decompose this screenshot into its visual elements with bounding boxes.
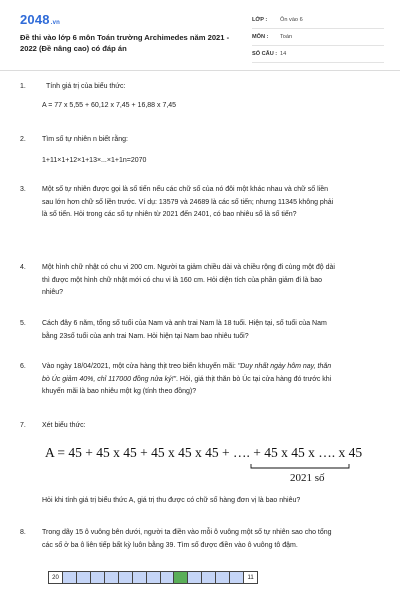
question-number: 4. bbox=[20, 264, 26, 271]
question-number: 8. bbox=[20, 529, 26, 536]
meta-row-subject bbox=[252, 29, 384, 46]
question-prompt: Tìm số tự nhiên n biết rằng: bbox=[42, 136, 129, 143]
grid-cell bbox=[230, 572, 244, 583]
logo-domain-text: .vn bbox=[50, 20, 61, 26]
question-line bbox=[42, 361, 387, 374]
quote-text: bò Úc giảm 40%, chỉ 117000 đồng nửa ký!" bbox=[42, 375, 177, 383]
meta-value-class: Ôn vào 6 bbox=[280, 17, 303, 23]
expression-formula bbox=[45, 445, 365, 487]
formula-expression: A = 45 + 45 x 45 + 45 x 45 x 45 + …. + 45 x 45 x …. x 45 bbox=[45, 445, 363, 460]
question-body bbox=[42, 318, 387, 343]
meta-label-subject: MÔN : bbox=[252, 34, 269, 40]
site-logo[interactable] bbox=[20, 12, 60, 27]
grid-cell: 20 bbox=[49, 572, 63, 583]
question-body bbox=[42, 262, 387, 300]
grid-cell bbox=[202, 572, 216, 583]
question-number: 3. bbox=[20, 186, 26, 193]
grid-cell bbox=[63, 572, 77, 583]
question-line: là số tiến. Hỏi trong các số tự nhiên từ 2021 đến 2401, có bao nhiêu số là số tiến? bbox=[42, 211, 297, 218]
question-number: 5. bbox=[20, 320, 26, 327]
grid-cell-highlighted bbox=[174, 572, 188, 583]
question-line: Một hình chữ nhật có chu vi 200 cm. Người ta giảm chiều dài và chiều rộng đi cùng một độ dài bbox=[42, 264, 335, 271]
question-line: khuyến mãi là bao nhiêu một kg (tính theo đồng)? bbox=[42, 388, 197, 395]
question-line: sau lớn hơn chữ số liền trước. Ví dụ: 13579 và 24689 là các số tiến; nhưng 11345 không phải bbox=[42, 198, 334, 206]
quote-text: "Duy nhất ngày hôm nay, thăn bbox=[237, 363, 332, 370]
grid-cell bbox=[216, 572, 230, 583]
question-line: bằng 23số tuổi của anh trai Nam. Hỏi hiện tại Nam bao nhiêu tuổi? bbox=[42, 332, 249, 340]
question-number: 6. bbox=[20, 363, 26, 370]
meta-row-count bbox=[252, 46, 384, 63]
grid-cell bbox=[188, 572, 202, 583]
grid-cell: 11 bbox=[244, 572, 257, 583]
meta-row-class bbox=[252, 12, 384, 29]
question-body bbox=[42, 184, 387, 222]
question-body bbox=[42, 420, 387, 433]
meta-label-class: LỚP : bbox=[252, 17, 268, 23]
grid-cell bbox=[161, 572, 175, 583]
grid-cell bbox=[105, 572, 119, 583]
grid-cell bbox=[91, 572, 105, 583]
underbrace-icon bbox=[250, 464, 350, 472]
grid-cell bbox=[147, 572, 161, 583]
header bbox=[0, 0, 400, 71]
question-line: nhiêu? bbox=[42, 289, 64, 296]
question-expression: A = 77 x 5,55 + 60,12 x 7,45 + 16,88 x 7,45 bbox=[42, 101, 177, 109]
question-line: thì được một hình chữ nhật mới có chu vi là 160 cm. Hỏi diện tích của phần giảm đi là bao bbox=[42, 276, 323, 284]
question-body bbox=[42, 81, 387, 112]
question-prompt: Tính giá trị của biểu thức: bbox=[46, 83, 126, 90]
question-line: Một số tự nhiên được gọi là số tiến nếu các chữ số của nó đôi một khác nhau và chữ số liền bbox=[42, 186, 328, 193]
meta-value-count: 14 bbox=[280, 51, 287, 57]
number-grid bbox=[48, 571, 258, 584]
question-body bbox=[42, 495, 387, 508]
grid-cell bbox=[119, 572, 133, 583]
question-text: . Hỏi, giá thịt thăn bò Úc tại cửa hàng đó trước khi bbox=[176, 375, 332, 383]
question-prompt: Xét biểu thức: bbox=[42, 422, 86, 429]
grid-cell bbox=[77, 572, 91, 583]
logo-main-text: 2048 bbox=[20, 12, 50, 27]
question-line: các số ở ba ô liên tiếp bất kỳ luôn bằng 39. Tìm số được điền vào ô vuông tô đậm. bbox=[42, 541, 298, 549]
question-body bbox=[42, 134, 387, 167]
question-number: 2. bbox=[20, 136, 26, 143]
question-expression: 1+11×1+12×1+13×...×1+1n=2070 bbox=[42, 156, 147, 164]
formula-count-label: 2021 số bbox=[290, 472, 325, 484]
question-line: Trong dãy 15 ô vuông bên dưới, người ta điền vào mỗi ô vuông một số tự nhiên sao cho tổng bbox=[42, 529, 332, 536]
question-line: Cách đây 6 năm, tổng số tuổi của Nam và anh trai Nam là 18 tuổi. Hiện tại, số tuổi của Nam bbox=[42, 320, 327, 327]
question-body bbox=[42, 527, 387, 552]
meta-value-subject: Toán bbox=[280, 34, 293, 40]
question-line: Hỏi khi tính giá trị biểu thức A, giá trị thu được có chữ số hàng đơn vị là bao nhiêu? bbox=[42, 497, 301, 504]
page-title: Đề thi vào lớp 6 môn Toán trường Archimedes năm 2021 - 2022 (Đề nâng cao) có đáp án bbox=[20, 33, 230, 53]
question-body bbox=[42, 361, 387, 399]
question-number: 1. bbox=[20, 83, 26, 90]
question-line bbox=[42, 374, 387, 387]
meta-label-count: SỐ CÂU : bbox=[252, 51, 278, 57]
question-text: Vào ngày 18/04/2021, một cửa hàng thịt treo biển khuyến mãi: bbox=[42, 363, 238, 370]
grid-cell bbox=[133, 572, 147, 583]
meta-info bbox=[252, 12, 384, 63]
question-number: 7. bbox=[20, 422, 26, 429]
